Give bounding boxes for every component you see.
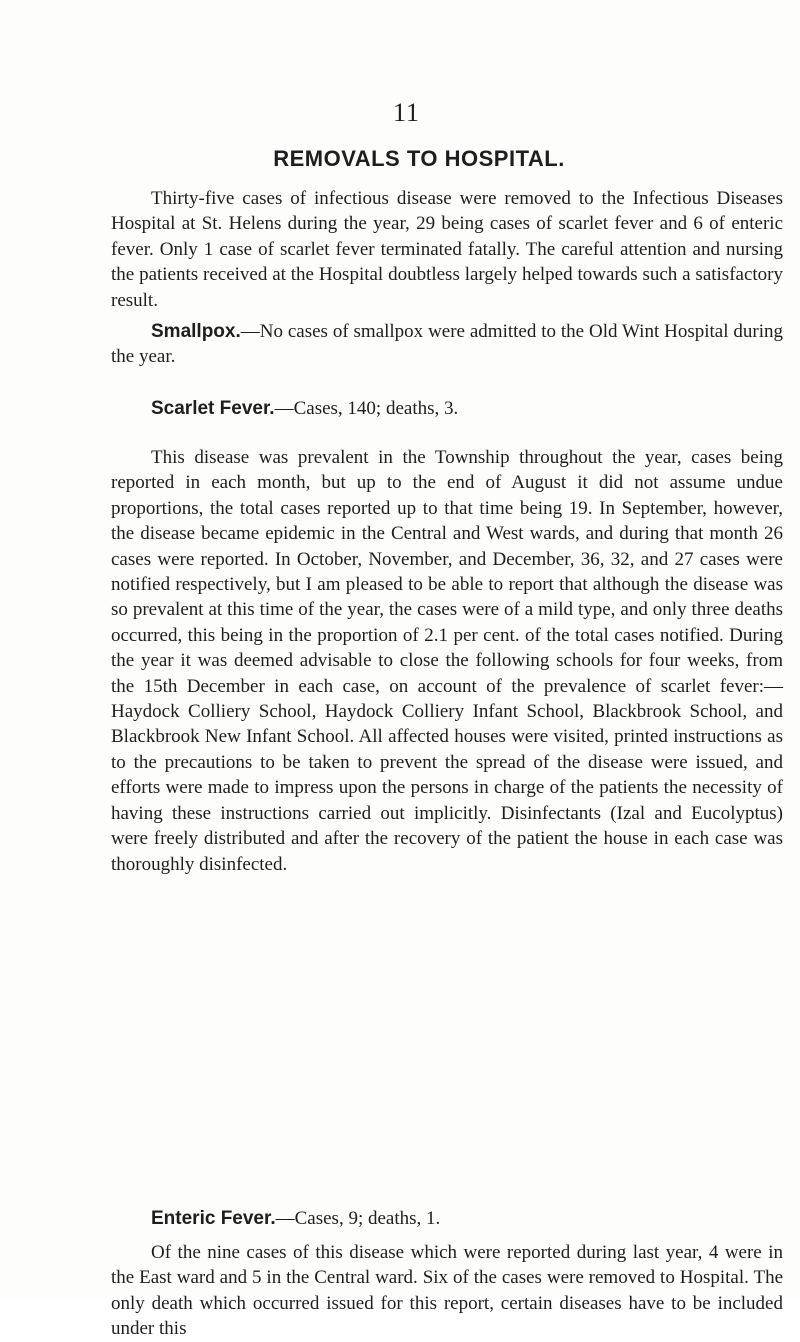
enteric-fever-heading: Enteric Fever. [151,1208,276,1229]
smallpox-text: —No cases of smallpox were admitted to the Old Wint Hospital during the year. [111,321,783,368]
smallpox-paragraph [111,319,783,370]
intro-paragraph: Thirty-five cases of infectious disease were removed to the Infectious Diseases Hospital at St. Helens during the year, 29 being cases of scarlet fever and 6 of enteric fever. Only 1 case of scarlet fever terminated fatally. The careful attention and nursing the patients received at the Hospital doubtless largely helped towards such a satisfactory result. [111,188,783,311]
page-number: 11 [393,98,421,127]
scarlet-fever-heading: Scarlet Fever. [151,398,275,419]
section-title: REMOVALS TO HOSPITAL. [273,146,565,171]
scarlet-fever-summary: —Cases, 140; deaths, 3. [274,398,459,419]
scarlet-fever-heading-line [111,396,783,421]
enteric-fever-paragraph: Of the nine cases of this disease which were reported during last year, 4 were in the East ward and 5 in the Central ward. Six of the cases were removed to Hospital. The only death which occurred issued for this report, certain diseases have to be included under this [111,1242,783,1340]
enteric-fever-heading-line [111,1206,783,1231]
enteric-fever-summary: —Cases, 9; deaths, 1. [275,1208,441,1229]
smallpox-heading: Smallpox. [151,321,241,342]
scarlet-fever-paragraph: This disease was prevalent in the Township throughout the year, cases being reported in each month, but up to the end of August it did not assume undue proportions, the total cases reported up to that time being 19. In September, however, the disease became epidemic in the Central and West wards, and during that month 26 cases were reported. In October, November, and December, 36, 32, and 27 cases were notified respectively, but I am pleased to be able to report that although the disease was so prevalent at this time of the year, the cases were of a mild type, and only three deaths occurred, this being in the proportion of 2.1 per cent. of the total cases notified. During the year it was deemed advisable to close the following schools for four weeks, from the 15th December in each case, on account of the prevalence of scarlet fever:—Haydock Colliery School, Haydock Colliery Infant School, Blackbrook School, and Blackbrook New Infant School. All affected houses were visited, printed instructions as to the precautions to be taken to prevent the spread of the disease were issued, and efforts were made to impress upon the persons in charge of the patients the necessity of having these instructions carried out implicitly. Disinfectants (Izal and Eucolyptus) were freely distributed and after the recovery of the patient the house in each case was thoroughly disinfected. [111,447,783,875]
